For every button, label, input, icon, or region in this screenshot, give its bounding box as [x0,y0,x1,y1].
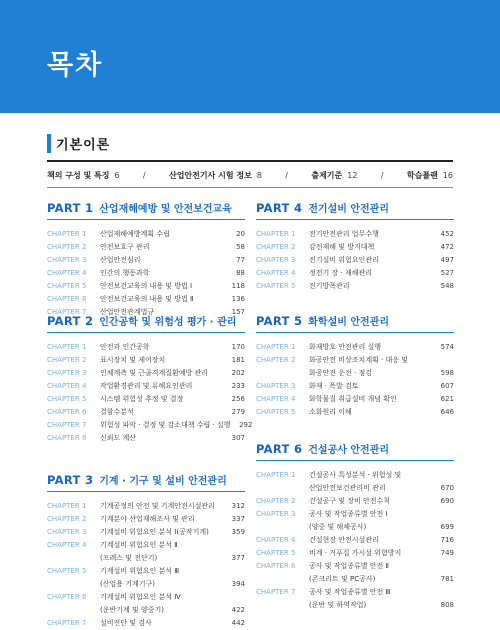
chapter-label: CHAPTER 4 [47,269,87,277]
chapter-page: 20 [236,230,245,238]
chapter-title [309,469,432,495]
chapter-label: CHAPTER 3 [256,256,296,264]
chapter-label: CHAPTER 4 [256,536,296,544]
chapter-row[interactable] [256,560,454,586]
chapter-title [309,547,432,560]
chapter-title-line: 기계분야 산업재해조사 및 관리 [100,515,195,523]
chapter-page: 598 [440,369,454,377]
part-heading[interactable] [47,200,245,215]
chapter-row[interactable] [47,280,245,293]
chapter-label: CHAPTER 7 [47,421,87,429]
chapter-page: 58 [236,243,245,251]
front-matter-label: 출제기준 [311,170,343,180]
chapter-page: 699 [440,523,454,531]
chapter-title-line: 기계설비 위험요인 분석 Ⅲ [100,567,180,575]
chapter-title-line: 전기방폭관리 [309,282,350,290]
chapter-title [100,380,223,393]
part-number: PART 6 [256,442,303,456]
chapter-title [100,432,223,445]
chapter-label: CHAPTER 1 [47,343,87,351]
chapter-label: CHAPTER 3 [47,256,87,264]
toc-part [47,472,245,630]
chapter-title-line: 시스템 위험성 추정 및 결정 [100,395,184,403]
divider-top [47,160,453,162]
part-underline [256,219,454,220]
chapter-title-line: 인체계측 및 근골격계질환예방 관리 [100,369,209,377]
chapter-label: CHAPTER 3 [47,369,87,377]
chapter-title [100,354,223,367]
chapter-row[interactable] [256,393,454,406]
chapter-title-line: (양중 및 해체공사) [309,523,367,531]
chapter-title-line: 화재 · 폭발 검토 [309,382,359,390]
chapter-row[interactable] [47,367,245,380]
chapter-title [309,586,432,612]
chapter-title-line: 신뢰도 계산 [100,434,137,442]
chapter-page: 781 [440,575,454,583]
chapter-page: 422 [231,606,245,614]
chapter-row[interactable] [47,341,245,354]
chapter-page: 749 [440,549,454,557]
chapter-label: CHAPTER 5 [47,282,87,290]
part-underline [47,219,245,220]
chapter-page: 157 [231,308,245,316]
part-underline [256,460,454,461]
chapter-title-line: (프레스 및 전단기) [100,554,158,562]
chapter-title [309,393,432,406]
chapter-title [100,393,223,406]
chapter-page: 497 [440,256,454,264]
chapter-row[interactable] [256,280,454,293]
chapter-label: CHAPTER 4 [47,541,87,549]
front-matter-item[interactable] [311,170,357,181]
chapter-row[interactable] [256,534,454,547]
chapter-row[interactable] [256,267,454,280]
part-title: 산업재해예방 및 안전보건교육 [99,204,232,215]
chapter-label: CHAPTER 1 [256,343,296,351]
part-underline [47,491,245,492]
front-matter-page: 12 [347,170,358,180]
part-number: PART 4 [256,201,303,215]
chapter-row[interactable] [256,241,454,254]
front-matter-label: 학습플랜 [406,170,438,180]
chapter-label: CHAPTER 5 [256,549,296,557]
chapter-title-line: 위험성 파악 · 결정 및 감소대책 수립 · 실행 [100,421,231,429]
chapter-page: 690 [440,497,454,505]
chapter-label: CHAPTER 3 [256,510,296,518]
chapter-label: CHAPTER 1 [256,471,296,479]
slash-separator: / [285,170,288,180]
chapter-label: CHAPTER 5 [47,567,87,575]
chapter-title [309,560,432,586]
chapter-page: 472 [440,243,454,251]
part-title: 전기설비 안전관리 [308,204,390,215]
chapter-page: 233 [231,382,245,390]
chapter-row[interactable] [256,508,454,534]
chapter-label: CHAPTER 8 [47,434,87,442]
chapter-label: CHAPTER 2 [256,243,296,251]
chapter-row[interactable] [47,432,245,445]
chapter-title-line: 안전보호구 관리 [100,243,150,251]
chapter-title-line: 결함수분석 [100,408,134,416]
chapter-title-line: (운반기계 및 양중기) [100,606,165,614]
front-matter-row [47,163,453,187]
chapter-row[interactable] [47,526,245,539]
front-matter-page: 16 [442,170,453,180]
chapter-row[interactable] [256,354,454,380]
chapter-title-line: 표시장치 및 제어장치 [100,356,166,364]
chapter-label: CHAPTER 7 [47,619,87,627]
part-underline [47,332,245,333]
chapter-title-line: 안전과 인간공학 [100,343,150,351]
chapter-page: 170 [231,343,245,351]
chapter-label: CHAPTER 1 [47,502,87,510]
section-badge [47,134,110,153]
chapter-label: CHAPTER 4 [256,395,296,403]
chapter-row[interactable] [47,254,245,267]
chapter-row[interactable] [47,380,245,393]
chapter-page: 621 [440,395,454,403]
chapter-page: 574 [440,343,454,351]
front-matter-page: 6 [114,170,120,180]
chapter-page: 181 [231,356,245,364]
chapter-title [309,267,432,280]
chapter-label: CHAPTER 2 [256,497,296,505]
part-heading[interactable] [47,472,245,487]
chapter-title [100,341,223,354]
chapter-title [309,354,432,380]
chapter-title [309,380,432,393]
chapter-label: CHAPTER 6 [256,562,296,570]
chapter-page: 88 [236,269,245,277]
divider-bottom [47,187,453,188]
part-number: PART 5 [256,314,303,328]
chapter-page: 337 [231,515,245,523]
part-heading[interactable] [256,200,454,215]
part-number: PART 1 [47,201,94,215]
chapter-title-line: 산업안전보건관리비 관리 [309,484,386,492]
chapter-label: CHAPTER 6 [47,593,87,601]
chapter-page: 202 [231,369,245,377]
chapter-title-line: 전기설비 위험요인관리 [309,256,379,264]
chapter-row[interactable] [256,495,454,508]
part-title: 건설공사 안전관리 [308,445,390,456]
chapter-title-line: 정전기 장 · 재해관리 [309,269,372,277]
chapter-title-line: 산업안전관계법규 [100,308,155,316]
chapter-title [100,419,230,432]
chapter-row[interactable] [47,419,253,432]
chapter-row[interactable] [256,254,454,267]
part-heading[interactable] [47,313,245,328]
chapter-title [100,254,223,267]
chapter-row[interactable] [256,469,454,495]
chapter-title-line: 설비진단 및 검사 [100,619,152,627]
chapter-row[interactable] [47,406,245,419]
chapter-page: 442 [231,619,245,627]
front-matter-item[interactable] [47,170,120,181]
front-matter-label: 책의 구성 및 특징 [47,170,110,180]
chapter-title-line: 비계 · 거푸집 가시설 위험방지 [309,549,402,557]
chapter-label: CHAPTER 6 [47,295,87,303]
chapter-title-line: 건설공사 특성분석 · 위험성 및 [309,471,402,479]
chapter-row[interactable] [256,406,454,419]
chapter-label: CHAPTER 2 [47,356,87,364]
chapter-page: 808 [440,601,454,609]
chapter-label: CHAPTER 4 [256,269,296,277]
chapter-page: 527 [440,269,454,277]
chapter-title-line: 기계설비 위험요인 분석 Ⅰ(공작기계) [100,528,209,536]
chapter-row[interactable] [47,565,245,591]
toc-part [256,313,454,419]
chapter-row[interactable] [47,241,245,254]
part-heading[interactable] [256,313,454,328]
chapter-title [309,241,432,254]
title-banner [0,0,500,113]
front-matter-page: 8 [256,170,262,180]
toc-part [256,200,454,293]
chapter-title-line: 전기안전관리 업무수행 [309,230,379,238]
chapter-title-line: (운반 및 하역작업) [309,601,367,609]
chapter-page: 716 [440,536,454,544]
chapter-page: 256 [231,395,245,403]
toc-part [47,200,245,319]
chapter-title-line: 기계설비 위험요인 분석 Ⅱ [100,541,178,549]
toc-part [47,313,253,445]
toc-part [256,441,454,612]
chapter-title [309,406,432,419]
chapter-title [100,293,223,306]
chapter-title-line: 감전재해 및 방지대책 [309,243,375,251]
chapter-page: 312 [231,502,245,510]
part-number: PART 2 [47,314,94,328]
chapter-label: CHAPTER 6 [47,408,87,416]
chapter-row[interactable] [256,547,454,560]
chapter-row[interactable] [47,293,245,306]
chapter-title [100,565,223,591]
chapter-row[interactable] [47,513,245,526]
chapter-label: CHAPTER 7 [256,588,296,596]
chapter-page: 279 [231,408,245,416]
part-underline [256,332,454,333]
chapter-page: 292 [239,421,253,429]
chapter-title-line: 안전보건교육의 내용 및 방법 Ⅰ [100,282,193,290]
chapter-title-line: 공사 및 작업종류별 안전 Ⅲ [309,588,391,596]
chapter-title [100,406,223,419]
chapter-label: CHAPTER 3 [256,382,296,390]
chapter-page: 136 [231,295,245,303]
chapter-row[interactable] [47,354,245,367]
chapter-page: 377 [231,554,245,562]
chapter-title-line: (산업용 기계기구) [100,580,156,588]
chapter-row[interactable] [256,228,454,241]
part-title: 화학설비 안전관리 [308,317,390,328]
chapter-title-line: 소화원리 이해 [309,408,352,416]
chapter-page: 452 [440,230,454,238]
chapter-title [309,341,432,354]
page-title: 목차 [47,50,104,81]
chapter-title-line: 공사 및 작업종류별 안전 Ⅱ [309,562,389,570]
chapter-row[interactable] [47,228,245,241]
chapter-title-line: 안전보건교육의 내용 및 방법 Ⅱ [100,295,194,303]
chapter-page: 77 [236,256,245,264]
part-number: PART 3 [47,473,94,487]
chapter-title-line: 산업재해예방계획 수립 [100,230,170,238]
chapter-title-line: 인간의 행동과학 [100,269,150,277]
chapter-label: CHAPTER 4 [47,382,87,390]
chapter-label: CHAPTER 5 [256,282,296,290]
part-heading[interactable] [256,441,454,456]
chapter-title [100,526,223,539]
chapter-page: 670 [440,484,454,492]
chapter-title [100,280,223,293]
chapter-row[interactable] [256,341,454,354]
chapter-label: CHAPTER 2 [256,356,296,364]
chapter-title [309,254,432,267]
part-title: 인간공학 및 위험성 평가 · 관리 [99,317,237,328]
chapter-label: CHAPTER 3 [47,528,87,536]
chapter-label: CHAPTER 7 [47,308,87,316]
chapter-title-line: (콘크리트 및 PC공사) [309,575,376,583]
chapter-page: 118 [231,282,245,290]
slash-separator: / [142,170,146,180]
chapter-title [309,495,432,508]
chapter-title-line: 산업안전심리 [100,256,141,264]
chapter-title-line: 화공안전 운전 · 점검 [309,369,372,377]
chapter-label: CHAPTER 1 [47,230,87,238]
chapter-title [309,280,432,293]
chapter-title [100,591,223,617]
chapter-row[interactable] [47,393,245,406]
chapter-page: 359 [231,528,245,536]
chapter-page: 548 [440,282,454,290]
chapter-title [309,508,432,534]
chapter-row[interactable] [256,586,454,612]
front-matter-label: 산업안전기사 시험 정보 [168,170,252,180]
chapter-title [100,267,223,280]
chapter-page: 394 [231,580,245,588]
chapter-page: 307 [231,434,245,442]
chapter-row[interactable] [47,267,245,280]
badge-label: 기본이론 [56,138,111,153]
chapter-title-line: 기계공정의 안전 및 기계안전시설관리 [100,502,215,510]
chapter-title [100,513,223,526]
chapter-label: CHAPTER 2 [47,515,87,523]
slash-separator: / [380,170,384,180]
front-matter-item[interactable] [407,170,453,181]
chapter-title [100,367,223,380]
chapter-row[interactable] [47,591,245,617]
chapter-row[interactable] [256,380,454,393]
chapter-row[interactable] [47,500,245,513]
chapter-title [100,539,223,565]
part-title: 기계 · 기구 및 설비 안전관리 [99,476,227,487]
chapter-row[interactable] [47,539,245,565]
chapter-title [100,228,223,241]
chapter-label: CHAPTER 5 [256,408,296,416]
front-matter-item[interactable] [169,170,262,181]
chapter-title-line: 공사 및 작업종류별 안전 Ⅰ [309,510,388,518]
chapter-label: CHAPTER 2 [47,243,87,251]
chapter-title-line: 화공안전 비상조치계획 · 대응 및 [309,356,409,364]
chapter-title-line: 기계설비 위험요인 분석 Ⅳ [100,593,181,601]
chapter-title [309,534,432,547]
chapter-title [100,500,223,513]
chapter-page: 646 [440,408,454,416]
chapter-title-line: 건설공구 및 장비 안전수칙 [309,497,391,505]
chapter-title-line: 건설현장 안전시설관리 [309,536,379,544]
chapter-label: CHAPTER 5 [47,395,87,403]
chapter-title-line: 작업환경관리 및 유해요인관리 [100,382,193,390]
chapter-title-line: 화학물질 취급설비 개념 확인 [309,395,397,403]
chapter-title-line: 화재방호 안전관리 실행 [309,343,382,351]
chapter-title [309,228,432,241]
chapter-title [100,241,223,254]
badge-accent-bar [47,134,51,153]
chapter-page: 607 [440,382,454,390]
chapter-label: CHAPTER 1 [256,230,296,238]
